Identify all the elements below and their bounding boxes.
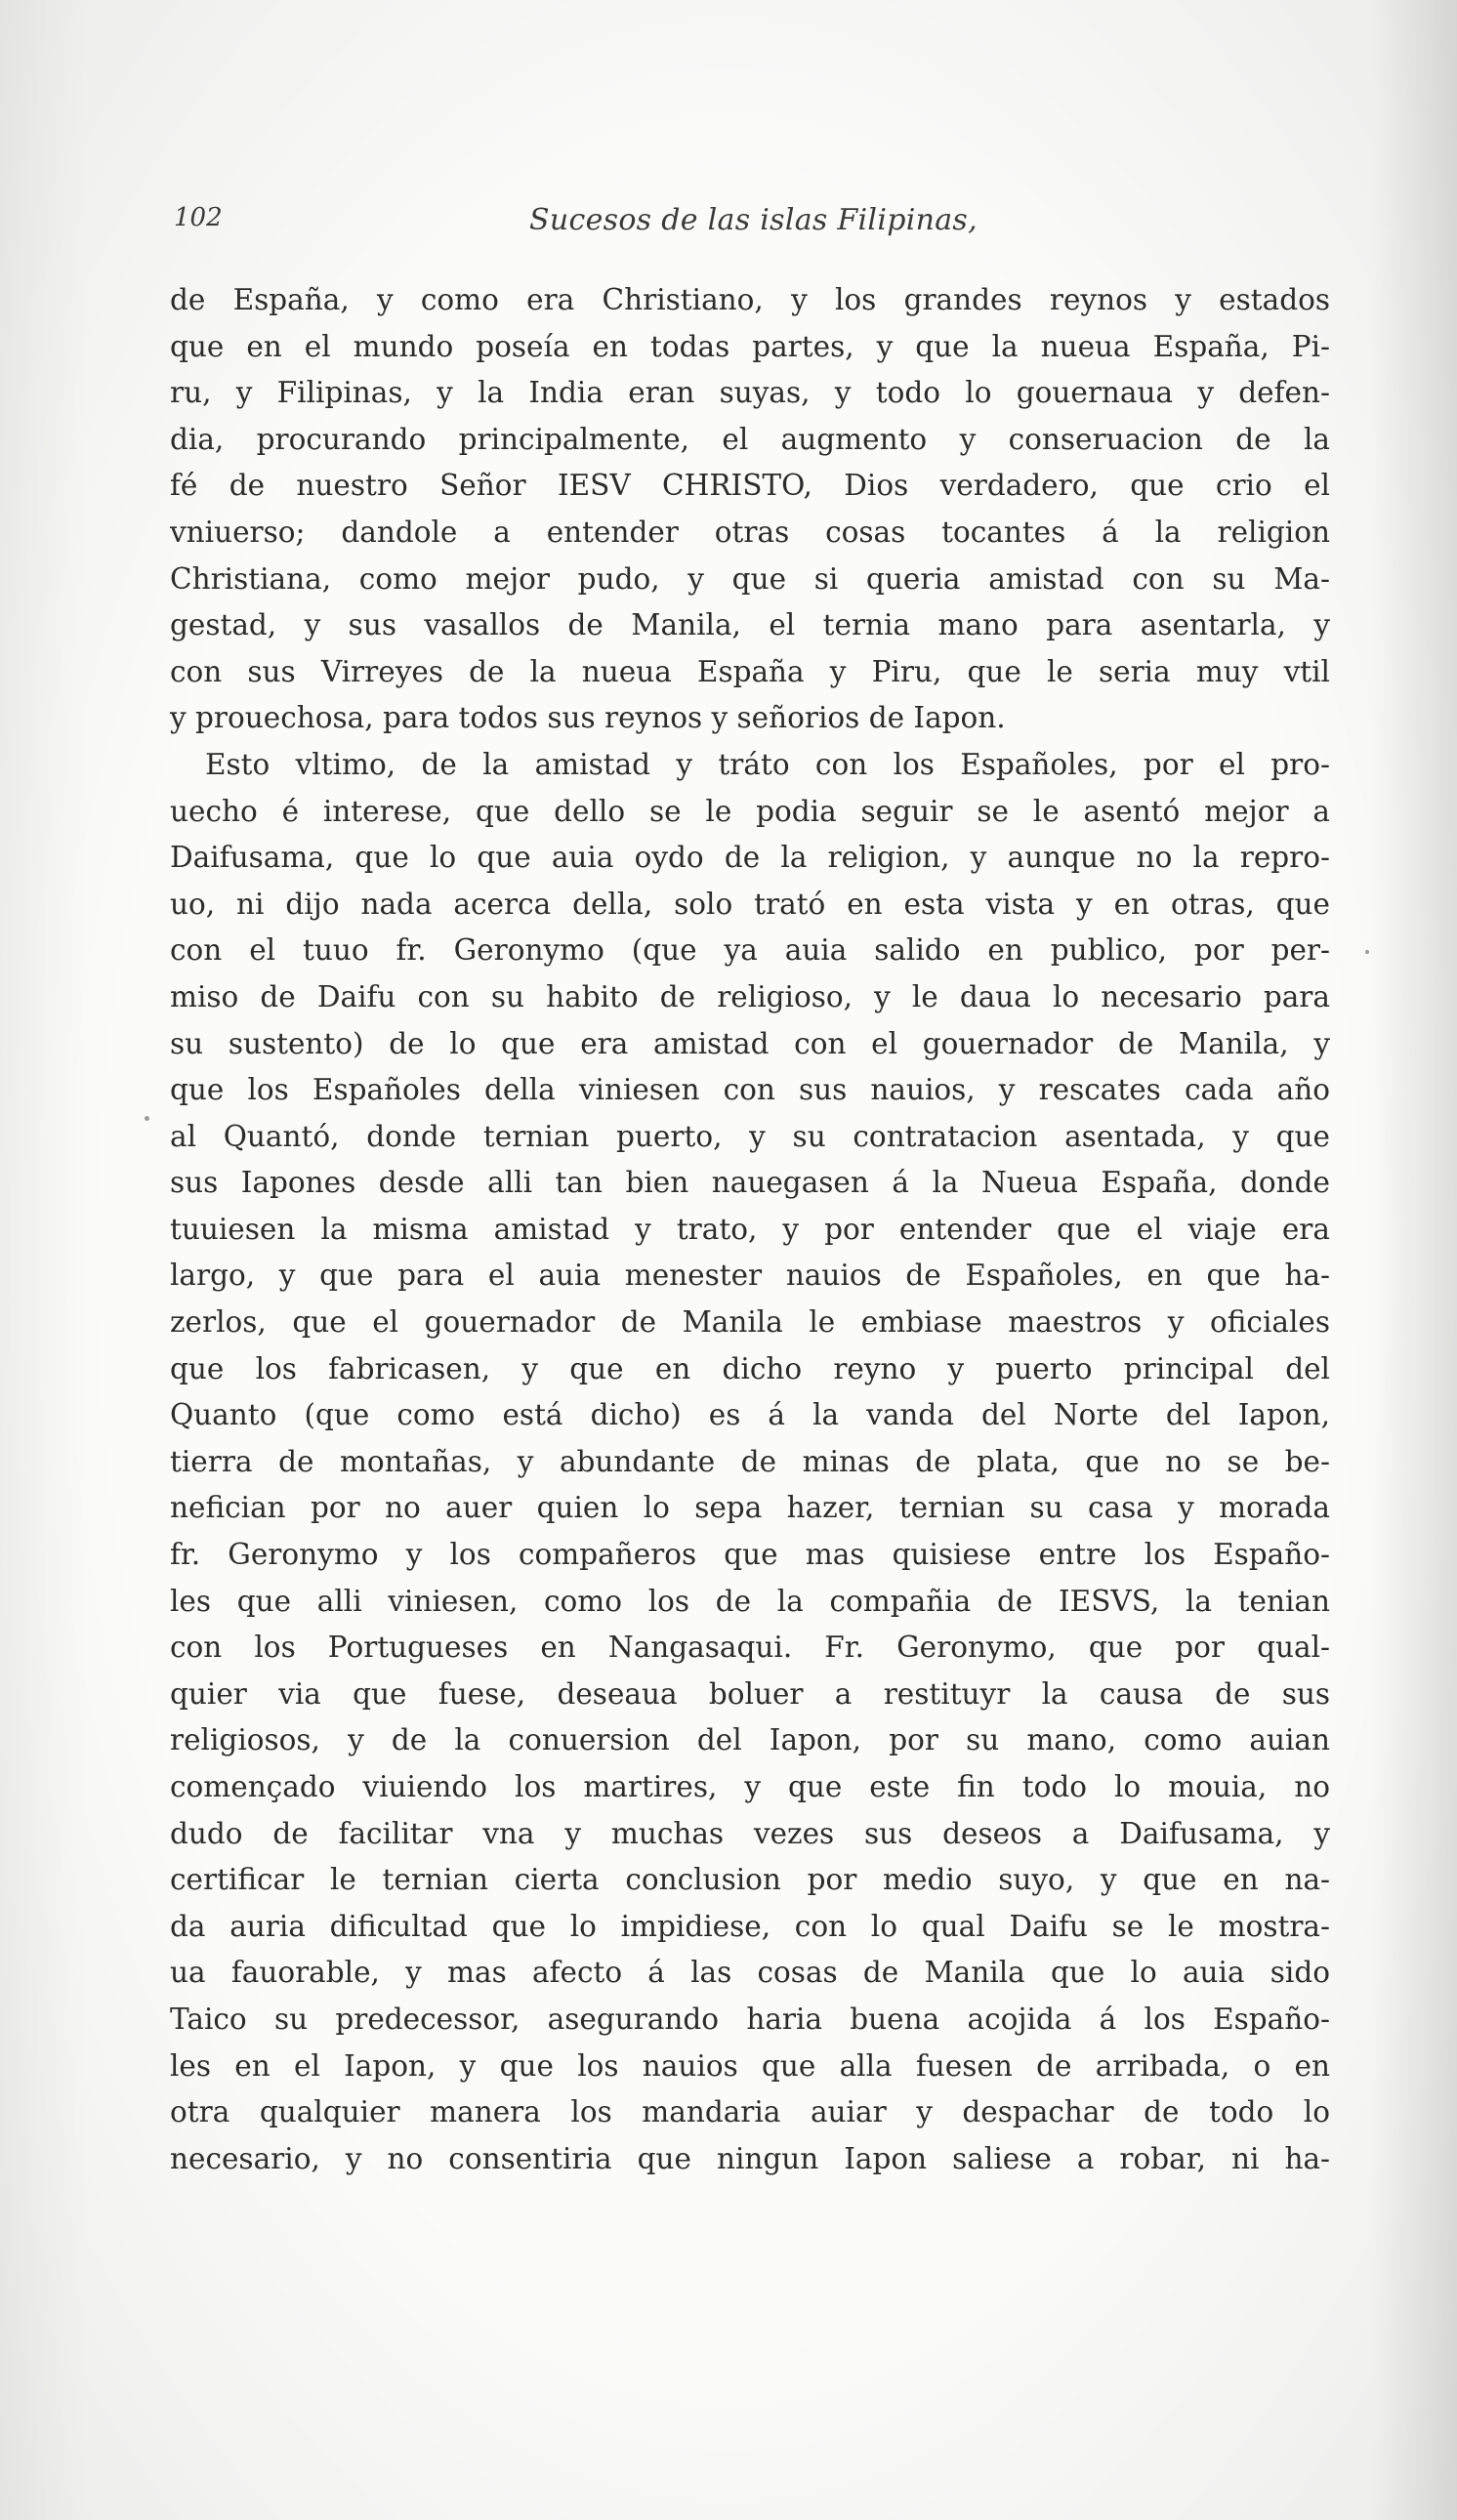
- text-line: certificar le ternian cierta conclusion por medio suyo, y que en na-: [170, 1863, 1330, 1897]
- text-line: nefician por no auer quien lo sepa hazer, ternian su casa y morada: [170, 1491, 1330, 1525]
- text-line: Esto vltimo, de la amistad y tráto con los Españoles, por el pro-: [205, 747, 1330, 781]
- text-line: zerlos, que el gouernador de Manila le embiase maestros y oficiales: [170, 1305, 1330, 1340]
- text-line: Christiana, como mejor pudo, y que si queria amistad con su Ma-: [170, 561, 1330, 596]
- text-line: Daifusama, que lo que auia oydo de la religion, y aunque no la repro-: [170, 841, 1330, 875]
- page-header: [174, 203, 1326, 242]
- text-line: su sustento) de lo que era amistad con el gouernador de Manila, y: [170, 1026, 1330, 1060]
- text-line: miso de Daifu con su habito de religioso, y le daua lo necesario para: [170, 979, 1330, 1013]
- text-line: de España, y como era Christiano, y los grandes reynos y estados: [170, 283, 1330, 316]
- text-line: necesario, y no consentiria que ningun Iapon saliese a robar, ni ha-: [170, 2141, 1330, 2175]
- text-line: tuuiesen la misma amistad y trato, y por entender que el viaje era: [170, 1212, 1330, 1246]
- text-line: con sus Virreyes de la nueua España y Piru, que le seria muy vtil: [170, 654, 1330, 688]
- text-line: sus Iapones desde alli tan bien nauegasen á la Nueua España, donde: [170, 1166, 1330, 1200]
- text-line: tierra de montañas, y abundante de minas de plata, que no se be-: [170, 1444, 1330, 1478]
- paper-speck: [145, 1116, 149, 1121]
- text-line: que los Españoles della viniesen con sus nauios, y rescates cada año: [170, 1073, 1330, 1107]
- text-line: con el tuuo fr. Geronymo (que ya auia salido en publico, por per-: [170, 933, 1330, 968]
- text-line: les que alli viniesen, como los de la compañia de IESVS, la tenian: [170, 1584, 1330, 1618]
- text-line: gestad, y sus vasallos de Manila, el ternia mano para asentarla, y: [170, 608, 1330, 642]
- text-line: y prouechosa, para todos sus reynos y señorios de Iapon.: [170, 701, 1006, 735]
- text-line: començado viuiendo los martires, y que este fin todo lo mouia, no: [170, 1770, 1330, 1803]
- text-line: uo, ni dijo nada acerca della, solo trató en esta vista y en otras, que: [170, 887, 1330, 921]
- paper-speck: [1365, 950, 1369, 954]
- text-line: les en el Iapon, y que los nauios que alla fuesen de arribada, o en: [170, 2048, 1330, 2083]
- text-line: religiosos, y de la conuersion del Iapon, por su mano, como auian: [170, 1723, 1330, 1757]
- text-line: al Quantó, donde ternian puerto, y su contratacion asentada, y que: [170, 1119, 1330, 1153]
- text-line: dia, procurando principalmente, el augmento y conseruacion de la: [170, 422, 1330, 456]
- text-line: con los Portugueses en Nangasaqui. Fr. Geronymo, que por qual-: [170, 1631, 1330, 1665]
- text-line: ua fauorable, y mas afecto á las cosas de Manila que lo auia sido: [170, 1956, 1330, 1990]
- text-line: fr. Geronymo y los compañeros que mas quisiese entre los Españo-: [170, 1538, 1330, 1572]
- body-text: [170, 277, 1330, 2182]
- text-line: que en el mundo poseía en todas partes, y que la nueua España, Pi-: [170, 329, 1330, 363]
- text-line: dudo de facilitar vna y muchas vezes sus deseos a Daifusama, y: [170, 1816, 1330, 1850]
- text-line: vniuerso; dandole a entender otras cosas tocantes á la religion: [170, 515, 1330, 549]
- text-line: fé de nuestro Señor IESV CHRISTO, Dios verdadero, que crio el: [170, 469, 1330, 503]
- page-number: 102: [174, 203, 223, 232]
- running-title: Sucesos de las islas Filipinas,: [529, 203, 978, 237]
- text-line: largo, y que para el auia menester nauios de Españoles, en que ha-: [170, 1259, 1330, 1293]
- text-line: quier via que fuese, deseaua boluer a restituyr la causa de sus: [170, 1676, 1330, 1711]
- text-line: Quanto (que como está dicho) es á la vanda del Norte del Iapon,: [170, 1398, 1330, 1432]
- text-line: Taico su predecessor, asegurando haria buena acojida á los Españo-: [170, 2002, 1330, 2036]
- text-line: da auria dificultad que lo impidiese, con lo qual Daifu se le mostra-: [170, 1909, 1330, 1943]
- text-line: que los fabricasen, y que en dicho reyno y puerto principal del: [170, 1351, 1330, 1385]
- text-line: otra qualquier manera los mandaria auiar y despachar de todo lo: [170, 2095, 1330, 2129]
- text-line: ru, y Filipinas, y la India eran suyas, y todo lo gouernaua y defen-: [170, 376, 1330, 410]
- text-line: uecho é interese, que dello se le podia seguir se le asentó mejor a: [170, 794, 1330, 828]
